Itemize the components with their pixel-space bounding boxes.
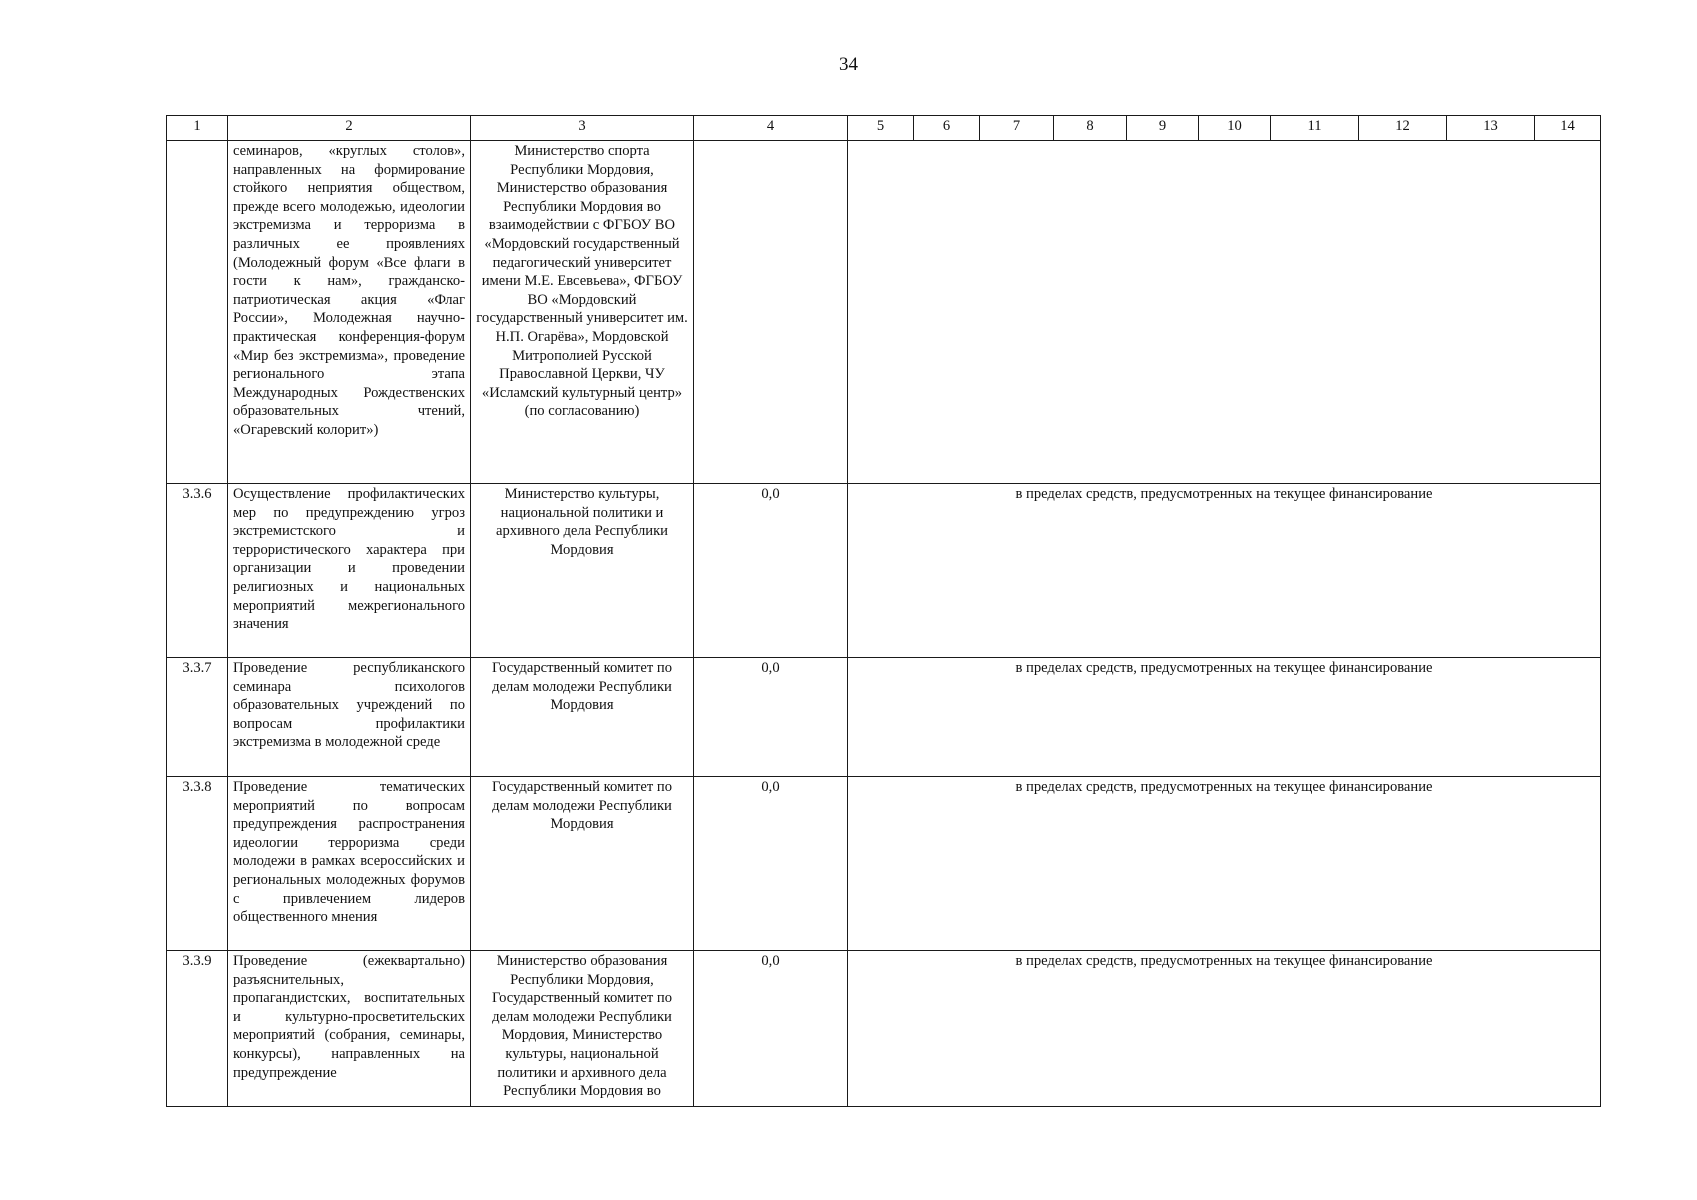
measure-name: Проведение тематических мероприятий по вопросам предупреждения распространения идеологии терроризма среди молодежи в рамках всероссийских и региональных молодежных форумов с привлечением лидеров общественного мнения <box>228 777 471 951</box>
row-number: 3.3.6 <box>167 484 228 658</box>
funding-note: в пределах средств, предусмотренных на текущее финансирование <box>848 658 1601 777</box>
executor: Министерство культуры, национальной политики и архивного дела Республики Мордовия <box>471 484 694 658</box>
funding-note: в пределах средств, предусмотренных на текущее финансирование <box>848 484 1601 658</box>
table-header-row <box>167 116 1601 141</box>
header-cell: 4 <box>694 116 848 141</box>
funding-value: 0,0 <box>694 777 848 951</box>
executor: Государственный комитет по делам молодежи Республики Мордовия <box>471 777 694 951</box>
funding-value <box>694 141 848 484</box>
header-cell: 13 <box>1447 116 1535 141</box>
header-cell: 9 <box>1127 116 1199 141</box>
row-number: 3.3.8 <box>167 777 228 951</box>
header-cell: 5 <box>848 116 914 141</box>
header-cell: 2 <box>228 116 471 141</box>
measure-name: Проведение республиканского семинара психологов образовательных учреждений по вопросам профилактики экстремизма в молодежной среде <box>228 658 471 777</box>
table-row <box>167 484 1601 658</box>
executor: Государственный комитет по делам молодежи Республики Мордовия <box>471 658 694 777</box>
executor: Министерство спорта Республики Мордовия, Министерство образования Республики Мордовия во взаимодействии с ФГБОУ ВО «Мордовский государственный педагогический университет имени М.Е. Евсевьева», ФГБОУ ВО «Мордовский государственный университет им. Н.П. Огарёва», Мордовской Митрополией Русской Православной Церкви, ЧУ «Исламский культурный центр» (по согласованию) <box>471 141 694 484</box>
funding-value: 0,0 <box>694 951 848 1107</box>
header-cell: 12 <box>1359 116 1447 141</box>
header-cell: 14 <box>1535 116 1601 141</box>
row-number: 3.3.7 <box>167 658 228 777</box>
header-cell: 1 <box>167 116 228 141</box>
funding-note <box>848 141 1601 484</box>
executor: Министерство образования Республики Мордовия, Государственный комитет по делам молодежи Республики Мордовия, Министерство культуры, национальной политики и архивного дела Республики Мордовия во <box>471 951 694 1107</box>
funding-note: в пределах средств, предусмотренных на текущее финансирование <box>848 777 1601 951</box>
funding-note: в пределах средств, предусмотренных на текущее финансирование <box>848 951 1601 1107</box>
table-row <box>167 951 1601 1107</box>
page-number: 34 <box>839 54 858 75</box>
row-number: 3.3.9 <box>167 951 228 1107</box>
header-cell: 8 <box>1054 116 1127 141</box>
row-number <box>167 141 228 484</box>
header-cell: 10 <box>1199 116 1271 141</box>
header-cell: 7 <box>980 116 1054 141</box>
funding-value: 0,0 <box>694 484 848 658</box>
header-cell: 11 <box>1271 116 1359 141</box>
table-row <box>167 141 1601 484</box>
funding-value: 0,0 <box>694 658 848 777</box>
table-row <box>167 777 1601 951</box>
table-row <box>167 658 1601 777</box>
measure-name: Проведение (ежеквартально) разъяснительных, пропагандистских, воспитательных и культурно-просветительских мероприятий (собрания, семинары, конкурсы), направленных на предупреждение <box>228 951 471 1107</box>
header-cell: 3 <box>471 116 694 141</box>
measure-name: семинаров, «круглых столов», направленных на формирование стойкого неприятия обществом, прежде всего молодежью, идеологии экстремизма и терроризма в различных ее проявлениях (Молодежный форум «Все флаги в гости к нам», гражданско-патриотическая акция «Флаг России», Молодежная научно-практическая конференция-форум «Мир без экстремизма», проведение регионального этапа Международных Рождественских образовательных чтений, «Огаревский колорит») <box>228 141 471 484</box>
measure-name: Осуществление профилактических мер по предупреждению угроз экстремистского и террористического характера при организации и проведении религиозных и национальных мероприятий межрегионального значения <box>228 484 471 658</box>
program-table <box>166 115 1601 1107</box>
header-cell: 6 <box>914 116 980 141</box>
